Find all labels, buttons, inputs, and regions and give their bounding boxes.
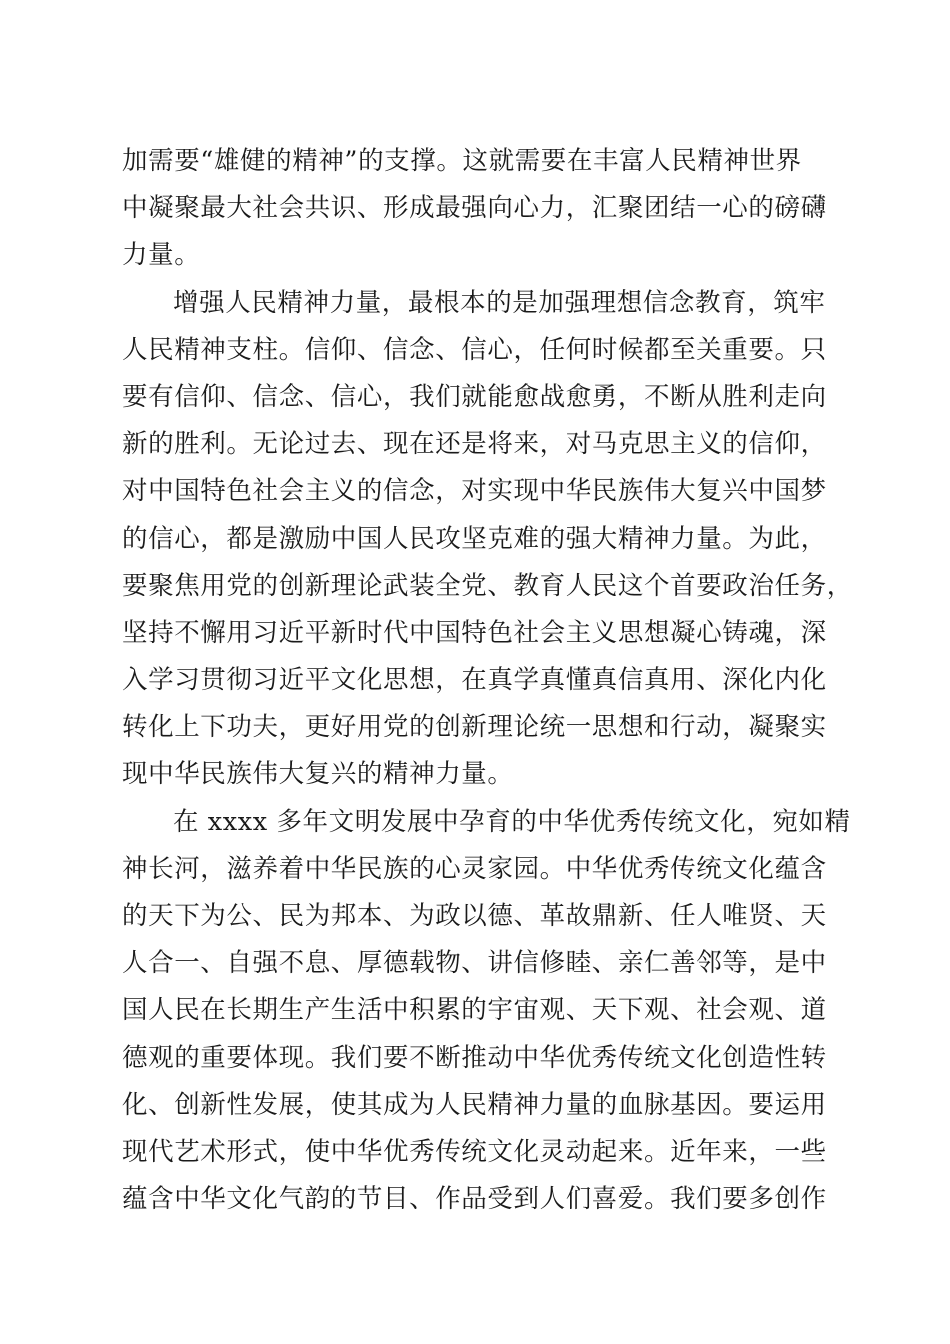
- text-line: 神长河，滋养着中华民族的心灵家园。中华优秀传统文化蕴含: [122, 853, 827, 884]
- text-line: 转化上下功夫，更好用党的创新理论统一思想和行动，凝聚实: [122, 712, 827, 743]
- text-line: 的信心，都是激励中国人民攻坚克难的强大精神力量。为此，: [122, 523, 827, 554]
- text-line: 要聚焦用党的创新理论武装全党、教育人民这个首要政治任务，: [122, 570, 853, 601]
- text-line: 入学习贯彻习近平文化思想，在真学真懂真信真用、深化内化: [122, 665, 827, 696]
- text-line: 加需要“雄健的精神”的支撑。这就需要在丰富人民精神世界: [122, 146, 802, 176]
- text-line: 力量。: [122, 240, 201, 271]
- text-line: 现中华民族伟大复兴的精神力量。: [122, 759, 514, 790]
- text-line: 人民精神支柱。信仰、信念、信心，任何时候都至关重要。只: [122, 334, 827, 365]
- text-line: 对中国特色社会主义的信念，对实现中华民族伟大复兴中国梦: [122, 476, 827, 507]
- text-line: 要有信仰、信念、信心，我们就能愈战愈勇，不断从胜利走向: [122, 381, 827, 412]
- text-line: 人合一、自强不息、厚德载物、讲信修睦、亲仁善邻等，是中: [122, 948, 827, 979]
- text-line: 化、创新性发展，使其成为人民精神力量的血脉基因。要运用: [122, 1089, 827, 1120]
- text-line: 德观的重要体现。我们要不断推动中华优秀传统文化创造性转: [122, 1042, 827, 1073]
- document-body: [122, 138, 853, 1223]
- text-line: 现代艺术形式，使中华优秀传统文化灵动起来。近年来，一些: [122, 1136, 827, 1167]
- text-line: 新的胜利。无论过去、现在还是将来，对马克思主义的信仰，: [122, 429, 827, 460]
- text-line: 坚持不懈用习近平新时代中国特色社会主义思想凝心铸魂，深: [122, 617, 827, 648]
- paragraph-start-line: 增强人民精神力量，最根本的是加强理想信念教育，筑牢: [173, 287, 826, 318]
- text-line: 蕴含中华文化气韵的节目、作品受到人们喜爱。我们要多创作: [122, 1184, 827, 1215]
- text-line: 中凝聚最大社会共识、形成最强向心力，汇聚团结一心的磅礴: [122, 193, 827, 224]
- text-line: 国人民在长期生产生活中积累的宇宙观、天下观、社会观、道: [122, 995, 827, 1026]
- paragraph-start-line: 在 xxxx 多年文明发展中孕育的中华优秀传统文化，宛如精: [173, 806, 851, 837]
- text-line: 的天下为公、民为邦本、为政以德、革故鼎新、任人唯贤、天: [122, 901, 827, 931]
